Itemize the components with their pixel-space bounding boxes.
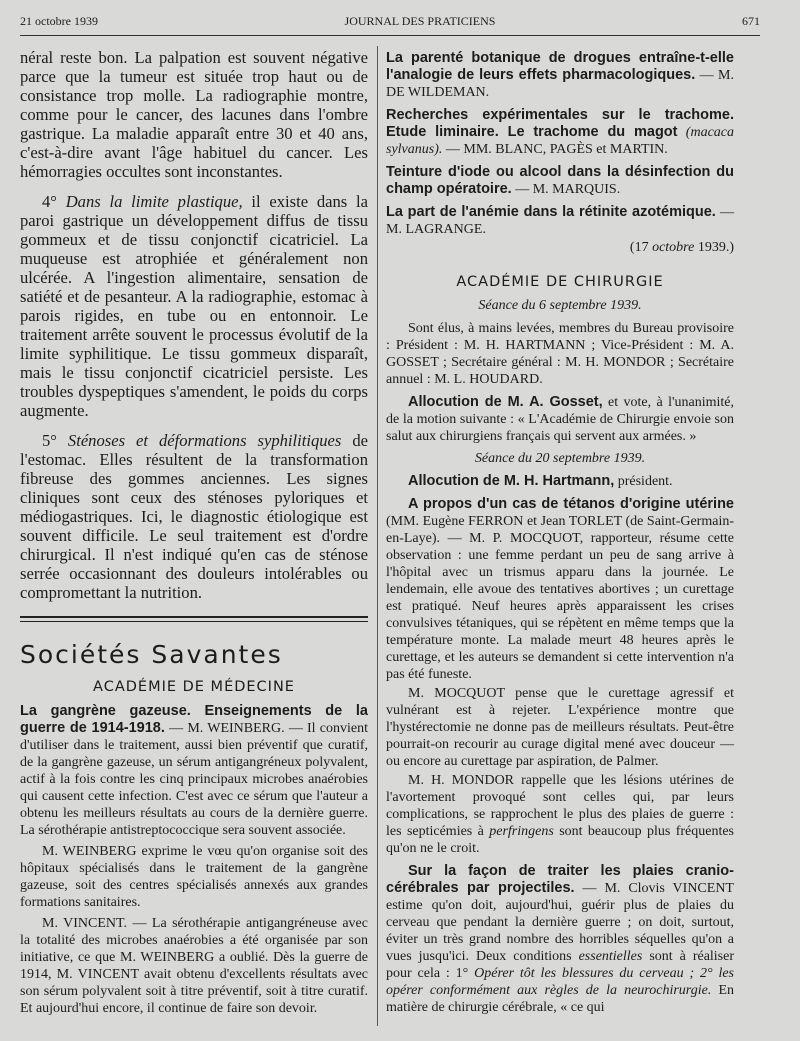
paragraph-mondor — [386, 772, 734, 857]
section-separator — [20, 616, 368, 622]
paragraph-stenoses — [20, 431, 368, 602]
article-plaies-cranio-cerebrales — [386, 863, 734, 1016]
item-title: Sténoses et déformations syphilitiques — [67, 431, 342, 450]
date-part: octobre — [652, 240, 695, 255]
text-part: Opérer tôt les blessures du cerveau ; 2° les opérer conformément aux règles de la neurochirurgie. — [386, 966, 734, 998]
article-gangrene — [20, 703, 368, 839]
header-rule — [20, 35, 760, 36]
article-trachome — [386, 107, 734, 158]
article-species: (macaca sylvanus). — [386, 125, 734, 157]
session-date — [386, 240, 734, 256]
page-header — [20, 12, 760, 30]
item-number: 4° — [42, 192, 66, 211]
article-heading: A propos d'un cas de tétanos d'origine utérine — [408, 496, 734, 512]
article-text: (MM. Eugène FERRON et Jean TORLET (de Saint-Germain-en-Laye). — M. P. MOCQUOT, rapporteur, résume cette observation : une femme perdant un peu de sang arrive à l'hôpital avec un trismus apparu dans la journée. Le lendemain, elle avoue des tentatives abortives ; un curettage est pratiqué. Neuf heures après apparaissent les crises convulsives tétaniques, qui se répètent en même temps que la température monte. La malade meurt 48 heures après le curettage, et les auteurs se demandent si cette intervention n'a pas été funeste. — [386, 514, 734, 682]
article-author: — MM. BLANC, PAGÈS et MARTIN. — [442, 142, 668, 157]
article-anemie — [386, 204, 734, 238]
seance-heading: Séance du 20 septembre 1939. — [474, 451, 646, 466]
paragraph-weinberg: M. WEINBERG exprime le vœu qu'on organise soit des hôpitaux spécialisés dans le traitement de la gangrène gazeuse, soit des centres spécialisés annexés aux grandes formations sanitaires. — [20, 844, 368, 910]
paragraph-limite-plastique — [20, 192, 368, 420]
text-part: sont beaucoup plus fréquentes qu'on ne le croit. — [386, 824, 734, 856]
article-tetanos — [386, 496, 734, 683]
article-heading: La gangrène gazeuse. Enseignements de la guerre de 1914-1918. — [20, 703, 368, 736]
article-author: — M. DE WILDEMAN. — [386, 68, 734, 100]
date-part: 1939.) — [694, 240, 734, 255]
article-heading: La part de l'anémie dans la rétinite azotémique. — [386, 204, 716, 220]
article-allocution-hartmann — [386, 473, 734, 490]
item-text: de l'estomac. Elles résultent de la transformation fibreuse des gommes anciennes. Les signes cliniques sont ceux des sténoses pyloriques et médiogastriques. Ici, le diagnostic étiologique est souvent difficile. Le seul traitement est d'ordre chirurgical. Il n'est indiqué qu'en cas de sténose serrée occasionnant des douleurs intolérables ou compromettant la nutrition. — [20, 431, 368, 602]
article-text: — M. WEINBERG. — Il convient d'utiliser dans le traitement, aussi bien préventif que curatif, de la gangrène gazeuse, un sérum antigangréneux polyvalent, actif à la fois contre les cinq principaux microbes anaérobies qui causent cette infection. C'est avec ce sérum que l'auteur a obtenu les meilleurs résultats au cours de la dernière guerre. La sérothérapie antistreptococcique sera souvent associée. — [20, 721, 368, 838]
text-part: En matière de chirurgie cérébrale, « ce qui — [386, 983, 734, 1015]
paragraph-continuation: néral reste bon. La palpation est souvent négative parce que la tumeur est située trop haut ou de consistance trop molle. La radiographie montre, comme pour le cancer, des lacunes dans l'ombre gastrique. La maladie apparaît entre 30 et 40 ans, c'est-à-dire avant l'âge habituel du cancer. Les hémorragies occultes sont inconstantes. — [20, 48, 368, 181]
header-date: 21 octobre 1939 — [20, 13, 98, 28]
header-journal-title: JOURNAL DES PRATICIENS — [344, 13, 496, 28]
column-divider — [377, 46, 378, 1026]
article-parente — [386, 50, 734, 101]
header-page-number: 671 — [741, 13, 760, 28]
paragraph-mocquot: M. MOCQUOT pense que le curettage agressif et vulnérant est à rejeter. L'expérience montre que l'hystérectomie ne donne pas de meilleurs résultats. Peut-être pourrait-on recourir au curage digital mené avec douceur — ou encore au curettage par aspiration, de Palmer. — [386, 686, 734, 769]
text-part: — M. Clovis VINCENT estime qu'on doit, aujourd'hui, guérir plus de plaies du cerveau que pendant la dernière guerre ; on doit, surtout, éviter un très grand nombre des horribles séquelles qu'on a vues jusqu'ici. Deux conditions — [386, 881, 734, 964]
article-teinture — [386, 164, 734, 198]
academy-heading: ACADÉMIE DE MÉDECINE — [93, 679, 295, 695]
right-column — [386, 48, 734, 1016]
article-text: président. — [614, 474, 673, 489]
item-title: Dans la limite plastique, — [65, 192, 243, 211]
text-part: sont à réaliser pour cela : 1° — [386, 949, 735, 981]
text-part: perfringens — [489, 824, 554, 839]
text-part: essentielles — [578, 949, 643, 964]
academy-heading: ACADÉMIE DE CHIRURGIE — [456, 274, 664, 290]
section-title: Sociétés Savantes — [20, 640, 283, 669]
article-text: et vote, à l'unanimité, de la motion suivante : « L'Académie de Chirurgie envoie son salut aux chirurgiens français qui servent aux armées. » — [386, 395, 734, 444]
item-text: il existe dans la paroi gastrique un développement diffus de tissu gommeux et de tissu conjonctif cicatriciel. La muqueuse est atrophiée et généralement non ulcérée. A l'ingestion alimentaire, sensation de satiété et de pesanteur. A la radiographie, estomac à parois rigides, en tube ou en entonnoir. Le traitement arrête souvent le processus évolutif de la limite syphilitique. Le tissu gommeux disparaît, mais le tissu conjonctif cicatriciel persiste. Les troubles dyspeptiques s'amendent, le poids du corps augmente. — [20, 192, 368, 420]
paragraph-bureau: Sont élus, à mains levées, membres du Bureau provisoire : Président : M. H. HARTMANN ; Vice-Président : M. A. GOSSET ; Secrétaire général : M. H. MONDOR ; Secrétaire annuel : M. L. HOUDARD. — [386, 321, 734, 387]
article-heading: Allocution de M. H. Hartmann, — [408, 473, 615, 489]
article-author: — M. MARQUIS. — [511, 182, 621, 197]
article-heading: Sur la façon de traiter les plaies cranio-cérébrales par projectiles. — [386, 863, 734, 896]
seance-heading: Séance du 6 septembre 1939. — [478, 298, 642, 313]
article-author: — M. LAGRANGE. — [386, 205, 734, 237]
article-heading: Allocution de M. A. Gosset, — [408, 394, 603, 410]
paragraph-vincent: M. VINCENT. — La sérothérapie antigangréneuse avec la totalité des microbes anaérobies a été organisée par son initiative, ce que M. WEINBERG a oublié. Dès la guerre de 1914, M. VINCENT avait obtenu d'excellents résultats avec son sérum polyvalent soit à titre préventif, soit à titre curatif. Et aujourd'hui encore, il continue de faire son devoir. — [20, 916, 368, 1016]
text-part: M. H. MONDOR rappelle que les lésions utérines de l'avortement provoqué sont celles qui, par leurs complications, se rapprochent le plus des plaies de guerre : les septicémies à — [386, 773, 734, 839]
left-column — [20, 48, 368, 1017]
article-heading: Teinture d'iode ou alcool dans la désinfection du champ opératoire. — [386, 164, 734, 197]
article-heading: La parenté botanique de drogues entraîne-t-elle l'analogie de leurs effets pharmacologiques. — [386, 50, 734, 83]
date-part: (17 — [629, 240, 653, 255]
article-allocution-gosset — [386, 394, 734, 445]
item-number: 5° — [42, 431, 68, 450]
article-heading: Recherches expérimentales sur le trachome. Etude liminaire. Le trachome du magot — [386, 107, 734, 140]
